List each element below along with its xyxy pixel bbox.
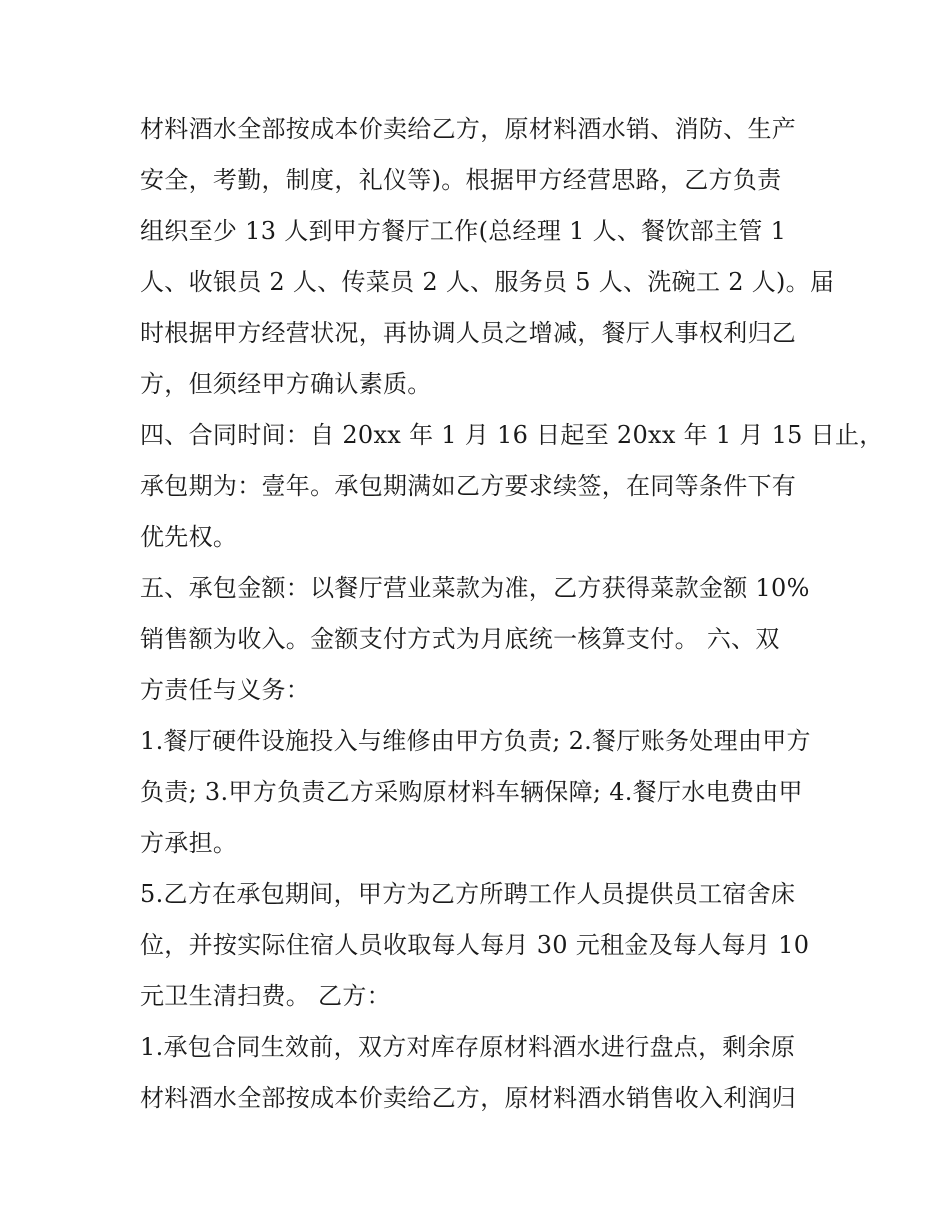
text-line: 承包期为：壹年。承包期满如乙方要求续签，在同等条件下有 bbox=[140, 472, 797, 500]
text-line: 方承担。 bbox=[140, 829, 238, 857]
text-line: 人、收银员 2 人、传菜员 2 人、服务员 5 人、洗碗工 2 人)。届 bbox=[140, 268, 835, 296]
text-line: 元卫生清扫费。 乙方： bbox=[140, 982, 391, 1010]
section-heading-contract-period: 四、合同时间：自 20xx 年 1 月 16 日起至 20xx 年 1 月 15 日止， bbox=[140, 421, 884, 449]
list-item-line: 1.餐厅硬件设施投入与维修由甲方负责; 2.餐厅账务处理由甲方 bbox=[140, 727, 811, 755]
text-line: 材料酒水全部按成本价卖给乙方，原材料酒水销、消防、生产 bbox=[140, 115, 797, 143]
list-item-line: 1.承包合同生效前，双方对库存原材料酒水进行盘点，剩余原 bbox=[140, 1033, 796, 1061]
text-line: 销售额为收入。金额支付方式为月底统一核算支付。 六、双 bbox=[140, 625, 780, 653]
text-line: 优先权。 bbox=[140, 523, 238, 551]
text-line: 安全，考勤，制度，礼仪等)。根据甲方经营思路，乙方负责 bbox=[140, 166, 782, 194]
text-line: 方，但须经甲方确认素质。 bbox=[140, 370, 432, 398]
text-line: 方责任与义务： bbox=[140, 676, 311, 704]
text-line: 位，并按实际住宿人员收取每人每月 30 元租金及每人每月 10 bbox=[140, 931, 810, 959]
list-item-line: 5.乙方在承包期间，甲方为乙方所聘工作人员提供员工宿舍床 bbox=[140, 880, 796, 908]
text-line: 负责; 3.甲方负责乙方采购原材料车辆保障; 4.餐厅水电费由甲 bbox=[140, 778, 803, 806]
section-heading-contract-amount: 五、承包金额：以餐厅营业菜款为准，乙方获得菜款金额 10% bbox=[140, 574, 810, 602]
text-line: 材料酒水全部按成本价卖给乙方，原材料酒水销售收入利润归 bbox=[140, 1084, 797, 1112]
text-line: 组织至少 13 人到甲方餐厅工作(总经理 1 人、餐饮部主管 1 bbox=[140, 217, 787, 245]
text-line: 时根据甲方经营状况，再协调人员之增减，餐厅人事权利归乙 bbox=[140, 319, 797, 347]
